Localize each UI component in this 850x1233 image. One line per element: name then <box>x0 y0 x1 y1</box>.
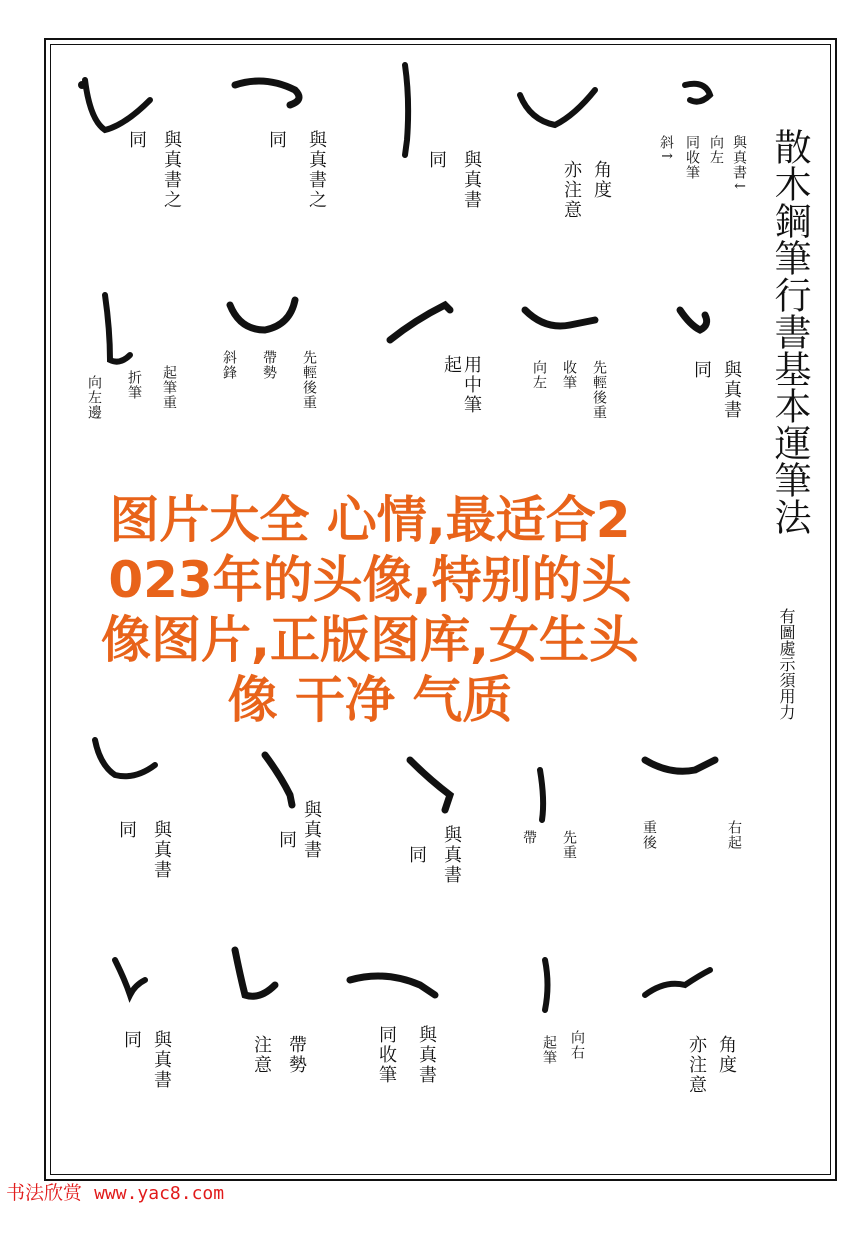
site-url-link[interactable]: www.yac8.com <box>94 1183 225 1204</box>
annotation-text: 向左邊 <box>86 375 102 420</box>
stroke-example-18 <box>345 960 475 1140</box>
annotation-text: 注意 <box>251 1035 272 1075</box>
stroke-example-20 <box>640 960 770 1140</box>
stroke-example-11 <box>75 730 205 910</box>
brush-stroke-icon <box>510 760 640 960</box>
annotation-text: 收筆 <box>561 360 577 390</box>
annotation-text: 角度 <box>716 1035 737 1075</box>
brush-stroke-icon <box>215 285 345 485</box>
annotation-text: 同 <box>126 130 147 150</box>
stroke-example-12 <box>250 750 380 930</box>
stroke-example-4 <box>505 80 635 260</box>
annotation-text: 角度 <box>591 160 612 200</box>
stroke-example-17 <box>210 945 340 1125</box>
stroke-example-5 <box>655 70 785 250</box>
caption-line: 图片大全 心情,最适合2 <box>109 491 631 549</box>
stroke-example-6 <box>80 290 210 470</box>
stroke-example-9 <box>520 290 650 470</box>
annotation-text: 同 <box>691 360 712 380</box>
caption-line: 像图片,正版图库,女生头 <box>101 611 639 669</box>
brush-stroke-icon <box>225 60 355 260</box>
stroke-example-8 <box>385 290 515 470</box>
brush-stroke-icon <box>385 290 515 490</box>
annotation-text: 重後 <box>641 820 657 850</box>
annotation-text: 亦注意 <box>686 1035 707 1095</box>
brush-stroke-icon <box>385 60 515 260</box>
caption-line: 像 干净 气质 <box>227 671 513 729</box>
annotation-text: 同 <box>426 150 447 170</box>
annotation-text: 與真書 <box>721 360 742 420</box>
annotation-text: 起筆 <box>541 1035 557 1065</box>
site-name: 书法欣赏 <box>6 1182 83 1204</box>
annotation-text: 同 <box>116 820 137 840</box>
annotation-text: 起 <box>441 355 462 375</box>
annotation-text: 與真書 <box>151 820 172 880</box>
stroke-example-7 <box>215 285 345 465</box>
annotation-text: 先重 <box>561 830 577 860</box>
annotation-text: 同收筆 <box>684 135 700 180</box>
annotation-text: 與真書 <box>461 150 482 210</box>
annotation-text: 帶勢 <box>286 1035 307 1075</box>
annotation-text: 起筆重 <box>161 365 177 410</box>
annotation-text: 帶勢 <box>261 350 277 380</box>
annotation-text: 與真書 <box>151 1030 172 1090</box>
stroke-example-14 <box>510 760 640 940</box>
annotation-text: 同 <box>406 845 427 865</box>
stroke-example-1 <box>70 60 200 240</box>
brush-stroke-icon <box>210 945 340 1145</box>
stroke-example-10 <box>665 300 795 480</box>
annotation-text: 同 <box>276 830 297 850</box>
annotation-text: 用中筆 <box>461 355 482 415</box>
brush-stroke-icon <box>75 730 205 930</box>
annotation-text: 先輕後重 <box>301 350 317 410</box>
caption-overlay <box>10 490 730 730</box>
site-footer <box>6 1178 224 1205</box>
annotation-text: 右起 <box>726 820 742 850</box>
annotation-text: 同 <box>266 130 287 150</box>
annotation-text: 斜↑ <box>658 135 674 163</box>
stroke-example-2 <box>225 60 355 240</box>
annotation-text: 先輕後重 <box>591 360 607 420</box>
book-subtitle: 有圖處示須用力 <box>777 608 796 720</box>
annotation-text: 亦注意 <box>561 160 582 220</box>
stroke-example-16 <box>95 955 225 1135</box>
caption-line: 023年的头像,特别的头 <box>108 551 632 609</box>
annotation-text: 與真書 <box>301 800 322 860</box>
annotation-text: 向左 <box>708 135 724 165</box>
annotation-text: 帶 <box>521 830 537 845</box>
annotation-text: 斜鋒 <box>221 350 237 380</box>
annotation-text: 向左 <box>531 360 547 390</box>
brush-stroke-icon <box>520 290 650 490</box>
annotation-text: 同 <box>121 1030 142 1050</box>
annotation-text: 折筆 <box>126 370 142 400</box>
brush-stroke-icon <box>640 740 770 940</box>
stroke-example-15 <box>640 740 770 920</box>
stroke-example-3 <box>385 60 515 240</box>
brush-stroke-icon <box>665 300 765 500</box>
annotation-text: 與真書 <box>441 825 462 885</box>
annotation-text: 向右 <box>569 1030 585 1060</box>
annotation-text: 與真書↓ <box>731 135 747 193</box>
annotation-text: 與真書 <box>416 1025 437 1085</box>
annotation-text: 與真書之 <box>161 130 182 210</box>
brush-stroke-icon <box>345 960 475 1160</box>
book-title: 散木鋼筆行書基本運筆法 <box>768 128 811 535</box>
annotation-text: 同收筆 <box>376 1025 397 1085</box>
annotation-text: 與真書之 <box>306 130 327 210</box>
stroke-example-19 <box>520 955 650 1135</box>
